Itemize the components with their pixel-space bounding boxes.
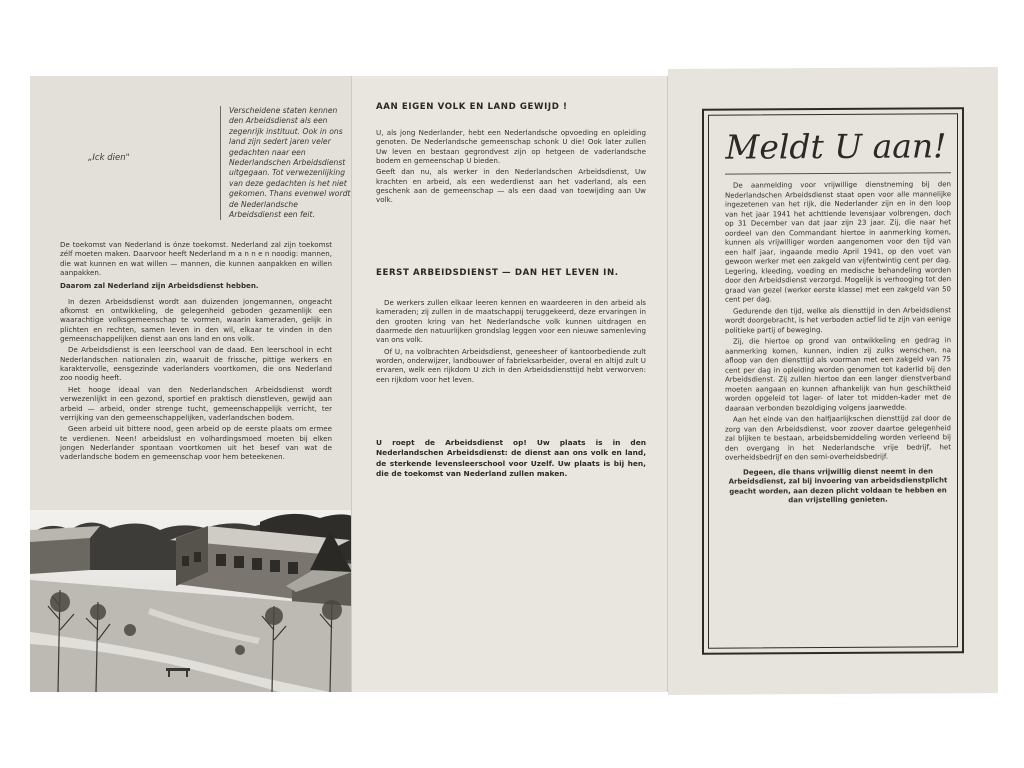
middle-section-1: [376, 128, 646, 207]
heading-aan-eigen-volk: AAN EIGEN VOLK EN LAND GEWIJD !: [376, 102, 568, 112]
title-rule: [725, 172, 951, 174]
middle-paragraph-2a: De werkers zullen elkaar leeren kennen en waardeeren in den arbeid als kameraden; zij zullen in de maatschappij teruggekeerd, deze ervaringen in den grooten kring van het Nederlandsche volk kunnen uitdragen en daarmede den natuurlijken grondslag leggen voor een nieuwe samenleving van ons volk.: [376, 298, 646, 345]
left-page-panel: [30, 76, 352, 692]
middle-paragraph-2b: Of U, na volbrachten Arbeidsdienst, geneesheer of kantoorbediende zult worden, onderwijzer, landbouwer of fabrieksarbeider, overal en altijd zult U ervaren, welk een rijkdom U zich in den Arbeidsdiensttijd hebt verworven: een rijkdom voor het leven.: [376, 346, 646, 384]
bordered-frame: [702, 107, 964, 655]
camp-photo: [30, 510, 352, 692]
left-bold-line: Daarom zal Nederland zijn Arbeidsdienst hebben.: [60, 281, 259, 291]
enrolment-text: [725, 180, 951, 508]
middle-section-2: [376, 298, 646, 386]
right-final-statement: Degeen, die thans vrijwillig dienst neemt in den Arbeidsdienst, zal bij invoering van arbeidsdienstplicht geacht worden, aan dezen plicht voldaan te hebben en dan vrijstelling genieten.: [728, 466, 948, 505]
right-paragraph-1: De aanmelding voor vrijwillige dienstneming bij den Nederlandschen Arbeidsdienst staat open voor alle mannelijke ingezetenen van het rijk, die Nederlander zijn en in den loop van het jaar 1941 het achttiende levensjaar volbrengen, doch op 31 December van dat jaar zijn 23 jaar. Zij, die naar het oordeel van den Commandant hiertoe in aanmerking komen, kunnen als vrijwilliger worden aangenomen voor den tijd van een half jaar, ingaande medio April 1941, op den voet van gewoon werker met een zakgeld van vijfentwintig cent per dag. Legering, kleeding, voeding en medische behandeling worden door den Arbeidsdienst verzorgd. Mogelijk is verhooging tot den graad van gezel (werker eerste klasse) met een zakgeld van 50 cent per dag.: [725, 180, 951, 304]
middle-paragraph-1a: U, als jong Nederlander, hebt een Nederlandsche opvoeding en opleiding genoten. De Nederlandsche gemeenschap schonk U die! Ook later zullen Uw leven en bestaan gegrondvest zijn op hetgeen de vaderlandsche bodem en gemeenschap U bieden.: [376, 128, 646, 166]
right-paragraph-4: Aan het einde van den halfjaarlijkschen diensttijd zal door de zorg van den Arbeidsdienst, voor zoover daartoe gelegenheid zal blijken te bestaan, arbeidsbemiddeling worden verleend bij den overgang in het Nederlandsche vrije bedrijf, het overheidsbedrijf en den semi-overheidsbedrijf.: [725, 414, 951, 462]
right-paragraph-2: Gedurende den tijd, welke als diensttijd in den Arbeidsdienst wordt doorgebracht, is het verboden actief lid te zijn van eenige politieke partij of beweging.: [725, 305, 951, 335]
heading-eerst-arbeidsdienst: EERST ARBEIDSDIENST — DAN HET LEVEN IN.: [376, 268, 619, 278]
left-paragraph-3: De Arbeidsdienst is een leerschool van de daad. Een leerschool in echt Nederlandschen nationalen zin, waaruit de frissche, pittige werkers en karaktervolle, eensgezinde vaderlanders voortkomen, die ons Nederland zoo noodig heeft.: [60, 345, 332, 383]
camp-barracks-illustration: [30, 510, 352, 692]
left-paragraph-4: Het hooge ideaal van den Nederlandschen Arbeidsdienst wordt verwezenlijkt in een gezond, sportief en praktisch dienstleven, gewijd aan arbeid — arbeid, onder strenge tucht, gemeenschappelijk verricht, ter verrijking van den gemeenschappelijken, vaderlandschen bodem.: [60, 384, 332, 422]
call-to-action: U roept de Arbeidsdienst op! Uw plaats is in den Nederlandschen Arbeidsdienst: de dienst aan ons volk en land, de sterkende levensleerschool voor Uzelf. Uw plaats is bij hen, die de toekomst van Nederland zullen maken.: [376, 438, 646, 479]
left-paragraph-2: In dezen Arbeidsdienst wordt aan duizenden jongemannen, ongeacht afkomst en ontwikkeling, de gelegenheid geboden gezamenlijk een waarachtige volksgemeenschap te vormen, waarin kameraden, gelijk in plichten en rechten, samen leven in den wil, elkaar te vinden in den gemeenschappelijken dienst aan ons land en ons volk.: [60, 296, 332, 344]
intro-quote: Verscheidene staten kennen den Arbeidsdienst als een zegenrijk instituut. Ook in ons land zijn sedert jaren veler gedachten naar een Nederlandschen Arbeidsdienst uitgegaan. Tot verwezenlijking van deze gedachten is het niet gekomen. Thans evenwel wordt de Nederlandsche Arbeidsdienst een feit.: [220, 106, 351, 220]
left-paragraph-5: Geen arbeid uit bittere nood, geen arbeid op de eerste plaats om ermee te verdienen. Neen! arbeidslust en volhardingsmoed moeten bij elken jongen Nederlander spontaan voortkomen uit het besef van wat de vaderlandsche bodem en gemeenschap voor hem beteekenen.: [60, 424, 332, 462]
left-paragraph-1: De toekomst van Nederland is ónze toekomst. Nederland zal zijn toekomst zélf moeten maken. Daarvoor heeft Nederland m a n n e n noodig: mannen, die wat kunnen en wat willen — mannen, die kunnen aanpakken en willen aanpakken.: [60, 240, 332, 278]
middle-page-panel: [352, 76, 668, 692]
middle-paragraph-1b: Geeft dan nu, als werker in den Nederlandschen Arbeidsdienst, Uw krachten en arbeid, als een wederdienst aan het vaderland, als een geschenk aan de gemeenschap — als een daad van toewijding aan Uw volk.: [376, 167, 646, 205]
right-page-panel: [668, 67, 998, 695]
left-body-text: [60, 240, 332, 464]
motto-caption: „Ick dien": [88, 153, 130, 163]
right-paragraph-3: Zij, die hiertoe op grond van ontwikkeling en gedrag in aanmerking komen, kunnen, indien zij zulks wenschen, na afloop van den diensttijd als voorman met een zakgeld van 75 cent per dag in opleiding worden genomen tot kaderlid bij den Arbeidsdienst. Zij zullen hiertoe dan een langer dienstverband moeten aangaan en kunnen afhankelijk van hun geschiktheid worden opgeleid tot lager- of later tot midden-kader met de daaraan verbonden bezoldiging volgens jaarwedde.: [725, 336, 951, 413]
inner-frame-border: [708, 113, 958, 649]
meldt-u-aan-title: Meldt U aan!: [725, 126, 947, 167]
